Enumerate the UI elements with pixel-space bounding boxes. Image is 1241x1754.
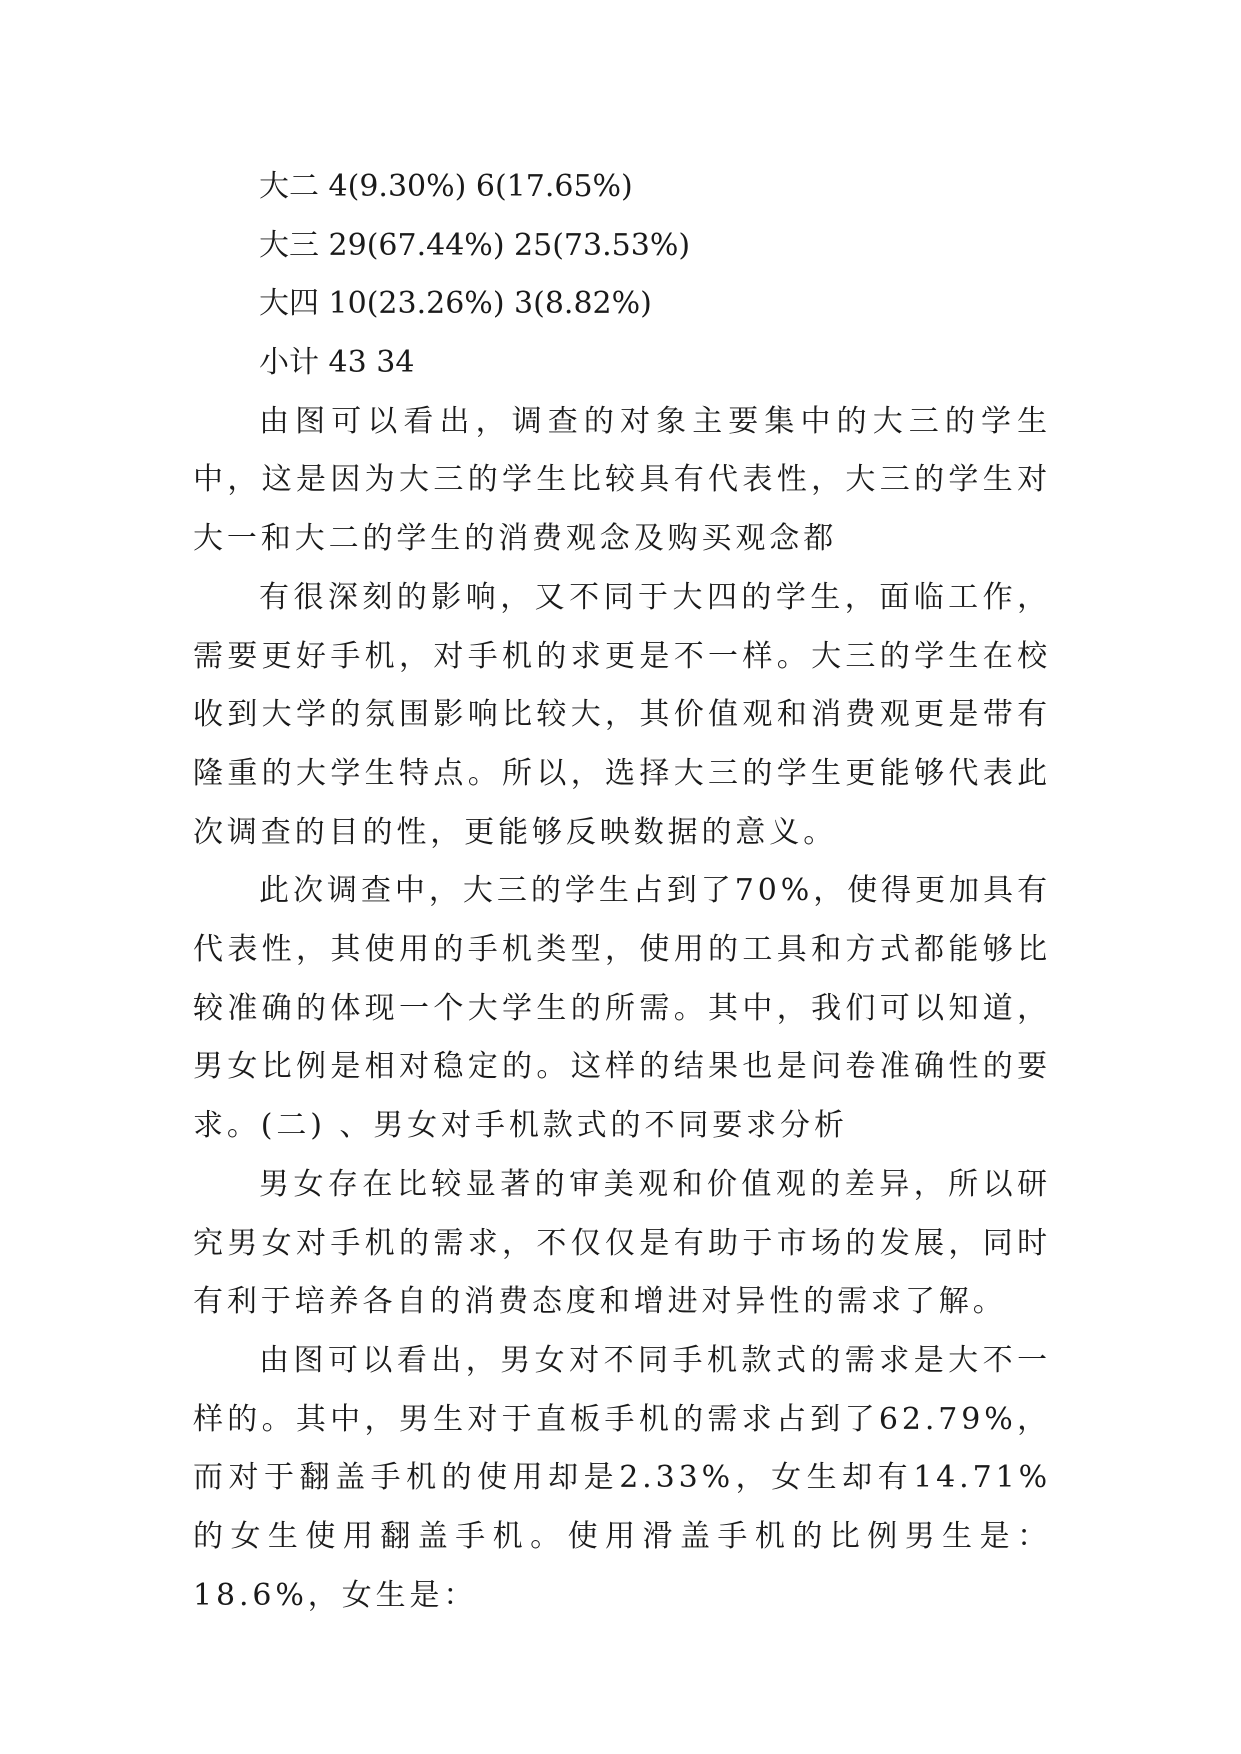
table-row-senior [193, 275, 1051, 334]
paragraph-3: 此次调查中，大三的学生占到了70%，使得更加具有代表性，其使用的手机类型，使用的工具和方式都能够比较准确的体现一个大学生的所需。其中，我们可以知道，男女比例是相对稳定的。这样的结果也是问卷准确性的要求。(二) 、男女对手机款式的不同要求分析 [193, 873, 1051, 1144]
paragraph-2: 有很深刻的影响，又不同于大四的学生，面临工作，需要更好手机，对手机的求更是不一样。大三的学生在校收到大学的氛围影响比较大，其价值观和消费观更是带有隆重的大学生特点。所以，选择大三的学生更能够代表此次调查的目的性，更能够反映数据的意义。 [193, 579, 1051, 850]
paragraph-1: 由图可以看出，调查的对象主要集中的大三的学生中，这是因为大三的学生比较具有代表性，大三的学生对大一和大二的学生的消费观念及购买观念都 [193, 403, 1051, 557]
paragraph-5: 由图可以看出，男女对不同手机款式的需求是大不一样的。其中，男生对于直板手机的需求占到了62.79%，而对于翻盖手机的使用却是2.33%，女生却有14.71%的女生使用翻盖手机。使用滑盖手机的比例男生是：18.6%，女生是： [193, 1343, 1051, 1613]
table-row-junior [193, 217, 1051, 276]
row-values: 10(23.26%) 3(8.82%) [328, 286, 652, 322]
row-values: 4(9.30%) 6(17.65%) [328, 169, 633, 204]
row-label: 小计 [259, 345, 319, 381]
row-label: 大四 [259, 286, 319, 322]
table-row-sophomore [193, 158, 1051, 217]
row-values: 43 34 [328, 345, 415, 381]
row-label: 大三 [259, 227, 319, 263]
table-row-subtotal [193, 334, 1051, 393]
row-label: 大二 [259, 169, 319, 204]
row-values: 29(67.44%) 25(73.53%) [328, 227, 691, 263]
document-body [193, 158, 1051, 1626]
paragraph-4: 男女存在比较显著的审美观和价值观的差异，所以研究男女对手机的需求，不仅仅是有助于市场的发展，同时有利于培养各自的消费态度和增进对异性的需求了解。 [193, 1166, 1051, 1320]
